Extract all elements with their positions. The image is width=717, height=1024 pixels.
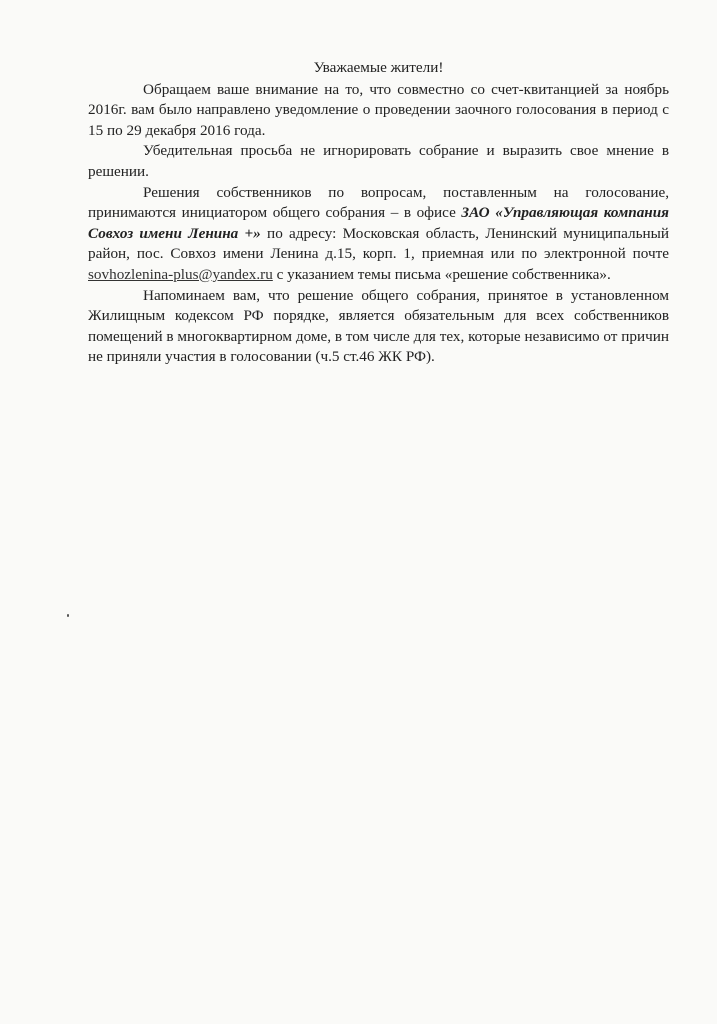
- paragraph-request: Убедительная просьба не игнорировать собрание и выразить свое мнение в решении.: [88, 142, 669, 180]
- letter-title: Уважаемые жители!: [313, 59, 444, 76]
- paragraph-notice: Обращаем ваше внимание на то, что совместно со счет-квитанцией за ноябрь 2016г. вам было направлено уведомление о проведении заочного голосования в период с 15 по 29 декабря 2016 года.: [88, 80, 669, 139]
- email-link[interactable]: sovhozlenina-plus@yandex.ru: [88, 265, 273, 283]
- submission-address: по адресу: Московская область, Ленинский муниципальный район, пос. Совхоз имени Ленина д.15, корп. 1, приемная или по электронной почте: [88, 224, 669, 263]
- paragraph-reminder: Напоминаем вам, что решение общего собрания, принятое в установленном Жилищным кодексом РФ порядке, является обязательным для всех собственников помещений в многоквартирном доме, в том числе для тех, которые независимо от причин не приняли участия в голосовании (ч.5 ст.46 ЖК РФ).: [88, 286, 669, 366]
- submission-text-end: с указанием темы письма «решение собственника».: [272, 265, 611, 283]
- scan-speck: [67, 614, 69, 617]
- letter-body: [88, 58, 669, 368]
- paragraph-submission: [88, 183, 669, 286]
- submission-text-start: Решения собственников по вопросам, поставленным на голосование, принимаются инициатором общего собрания – в офисе: [88, 183, 669, 222]
- company-name: ЗАО «Управляющая компания Совхоз имени Ленина +»: [88, 204, 670, 242]
